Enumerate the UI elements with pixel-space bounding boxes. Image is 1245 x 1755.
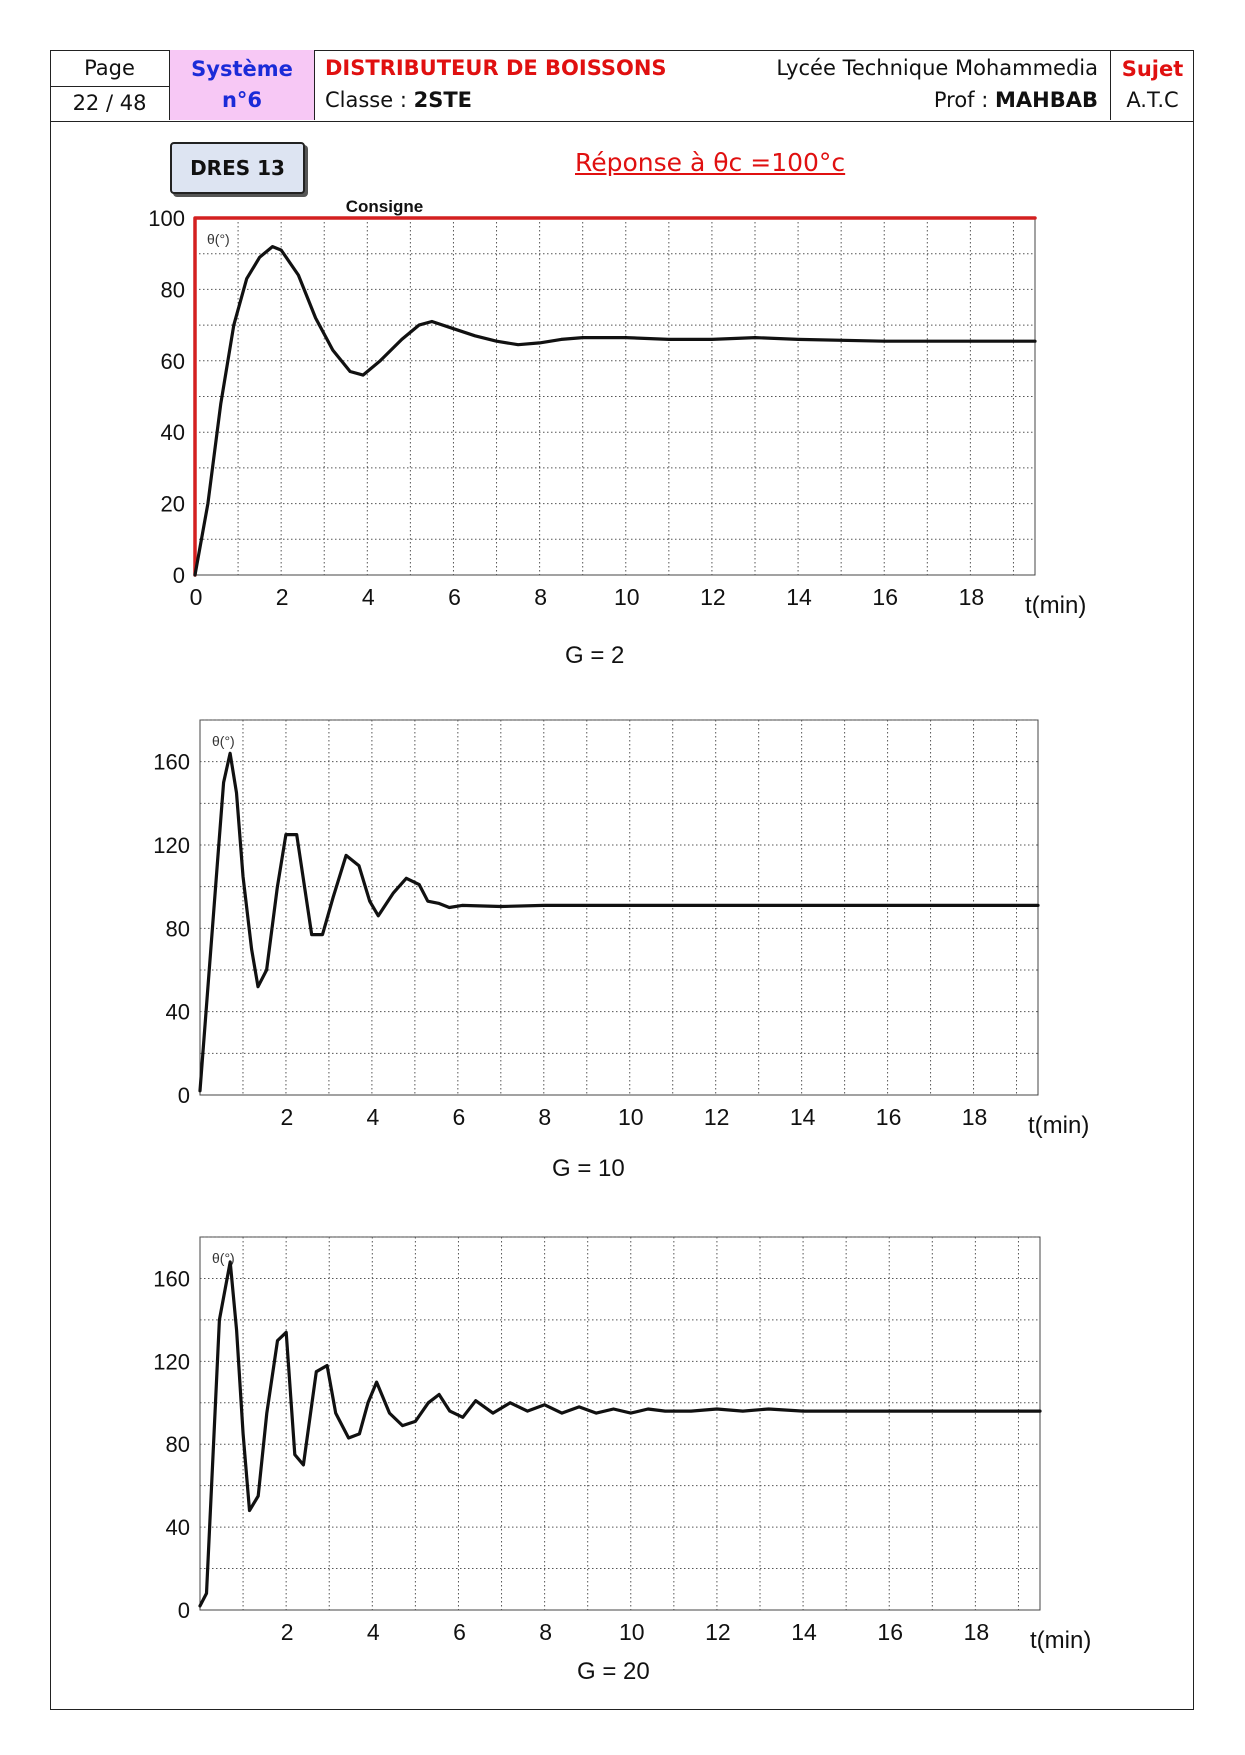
- y-tick-label: 20: [160, 491, 185, 517]
- prof-prefix: Prof :: [933, 88, 995, 112]
- x-tick-label: 4: [361, 584, 375, 610]
- x-axis-label: t(min): [1028, 1112, 1090, 1139]
- x-tick-label: 8: [538, 1104, 552, 1130]
- y-tick-label: 100: [148, 206, 185, 231]
- system-cell: [170, 50, 315, 120]
- x-tick-label: 4: [366, 1619, 380, 1645]
- x-tick-label: 2: [280, 1104, 294, 1130]
- chart-caption-g20: G = 20: [577, 1658, 650, 1685]
- system-label: Système: [191, 57, 293, 81]
- y-axis-label: θ(°): [212, 733, 235, 749]
- x-tick-label: 16: [872, 584, 899, 610]
- response-title: Réponse à θc =100°c: [575, 148, 846, 177]
- y-axis-label: θ(°): [212, 1250, 235, 1266]
- y-tick-label: 80: [165, 1432, 190, 1458]
- chart-g10: [130, 700, 1090, 1139]
- x-tick-label: 2: [275, 584, 289, 610]
- x-axis-label: t(min): [1025, 592, 1087, 619]
- y-tick-label: 80: [165, 916, 190, 942]
- y-axis-label: θ(°): [207, 231, 230, 247]
- chart-caption-g10: G = 10: [552, 1155, 625, 1182]
- y-tick-label: 160: [153, 749, 190, 775]
- y-tick-label: 40: [160, 420, 185, 446]
- x-tick-label: 6: [448, 584, 461, 610]
- x-tick-label: 14: [789, 1104, 816, 1130]
- y-tick-label: 40: [165, 999, 190, 1025]
- page-label: Page: [50, 50, 169, 87]
- x-tick-label: 12: [705, 1619, 731, 1645]
- x-axis-label: t(min): [1030, 1627, 1092, 1654]
- x-tick-label: 2: [280, 1619, 294, 1645]
- y-tick-label: 0: [177, 1083, 190, 1108]
- x-tick-label: 10: [617, 1104, 644, 1130]
- x-tick-label: 8: [539, 1619, 553, 1645]
- page-cell: [50, 50, 170, 120]
- dres-label-box: DRES 13: [170, 142, 305, 194]
- subject-cell: [1111, 50, 1194, 120]
- x-tick-label: 4: [366, 1104, 380, 1130]
- plot-area: [200, 1237, 1040, 1610]
- y-tick-label: 120: [153, 1349, 190, 1375]
- y-tick-label: 40: [165, 1515, 190, 1541]
- x-tick-label: 6: [452, 1104, 466, 1130]
- y-tick-label: 0: [177, 1598, 190, 1623]
- x-tick-label: 10: [613, 584, 640, 610]
- class-prefix: Classe :: [325, 88, 414, 112]
- y-tick-label: 60: [160, 348, 185, 374]
- document-title: DISTRIBUTEUR DE BOISSONS: [325, 56, 667, 80]
- x-tick-label: 16: [877, 1619, 904, 1645]
- x-tick-label: 12: [703, 1104, 730, 1130]
- series-label-consigne: Consigne: [345, 197, 424, 216]
- x-tick-label: 18: [961, 1104, 988, 1130]
- x-tick-label: 16: [875, 1104, 902, 1130]
- subject-label: Sujet: [1121, 57, 1184, 81]
- y-tick-label: 80: [160, 277, 185, 303]
- page-number: 22 / 48: [72, 91, 147, 115]
- plot-area: [200, 720, 1038, 1095]
- header-table: [50, 50, 1194, 122]
- subject-value: A.T.C: [1126, 88, 1179, 112]
- class-info: [325, 88, 472, 112]
- x-tick-label: 6: [453, 1619, 466, 1645]
- x-tick-label: 14: [791, 1619, 817, 1645]
- chart-g2: [130, 190, 1090, 619]
- title-cell: [315, 50, 1111, 120]
- prof-value: MAHBAB: [995, 88, 1098, 112]
- x-tick-label: 18: [958, 584, 985, 610]
- chart-caption-g2: G = 2: [565, 642, 625, 669]
- class-value: 2STE: [413, 88, 472, 112]
- y-tick-label: 120: [153, 833, 190, 858]
- chart-g20: [130, 1215, 1092, 1654]
- x-tick-label: 0: [189, 584, 203, 610]
- x-tick-label: 10: [618, 1619, 645, 1645]
- school-name: Lycée Technique Mohammedia: [776, 56, 1098, 80]
- x-tick-label: 8: [534, 584, 548, 610]
- x-tick-label: 12: [700, 584, 726, 610]
- x-tick-label: 18: [963, 1619, 990, 1645]
- x-tick-label: 14: [786, 584, 812, 610]
- system-number: n°6: [221, 88, 263, 112]
- y-tick-label: 160: [153, 1266, 190, 1292]
- prof-info: [934, 88, 1098, 112]
- y-tick-label: 0: [172, 563, 185, 588]
